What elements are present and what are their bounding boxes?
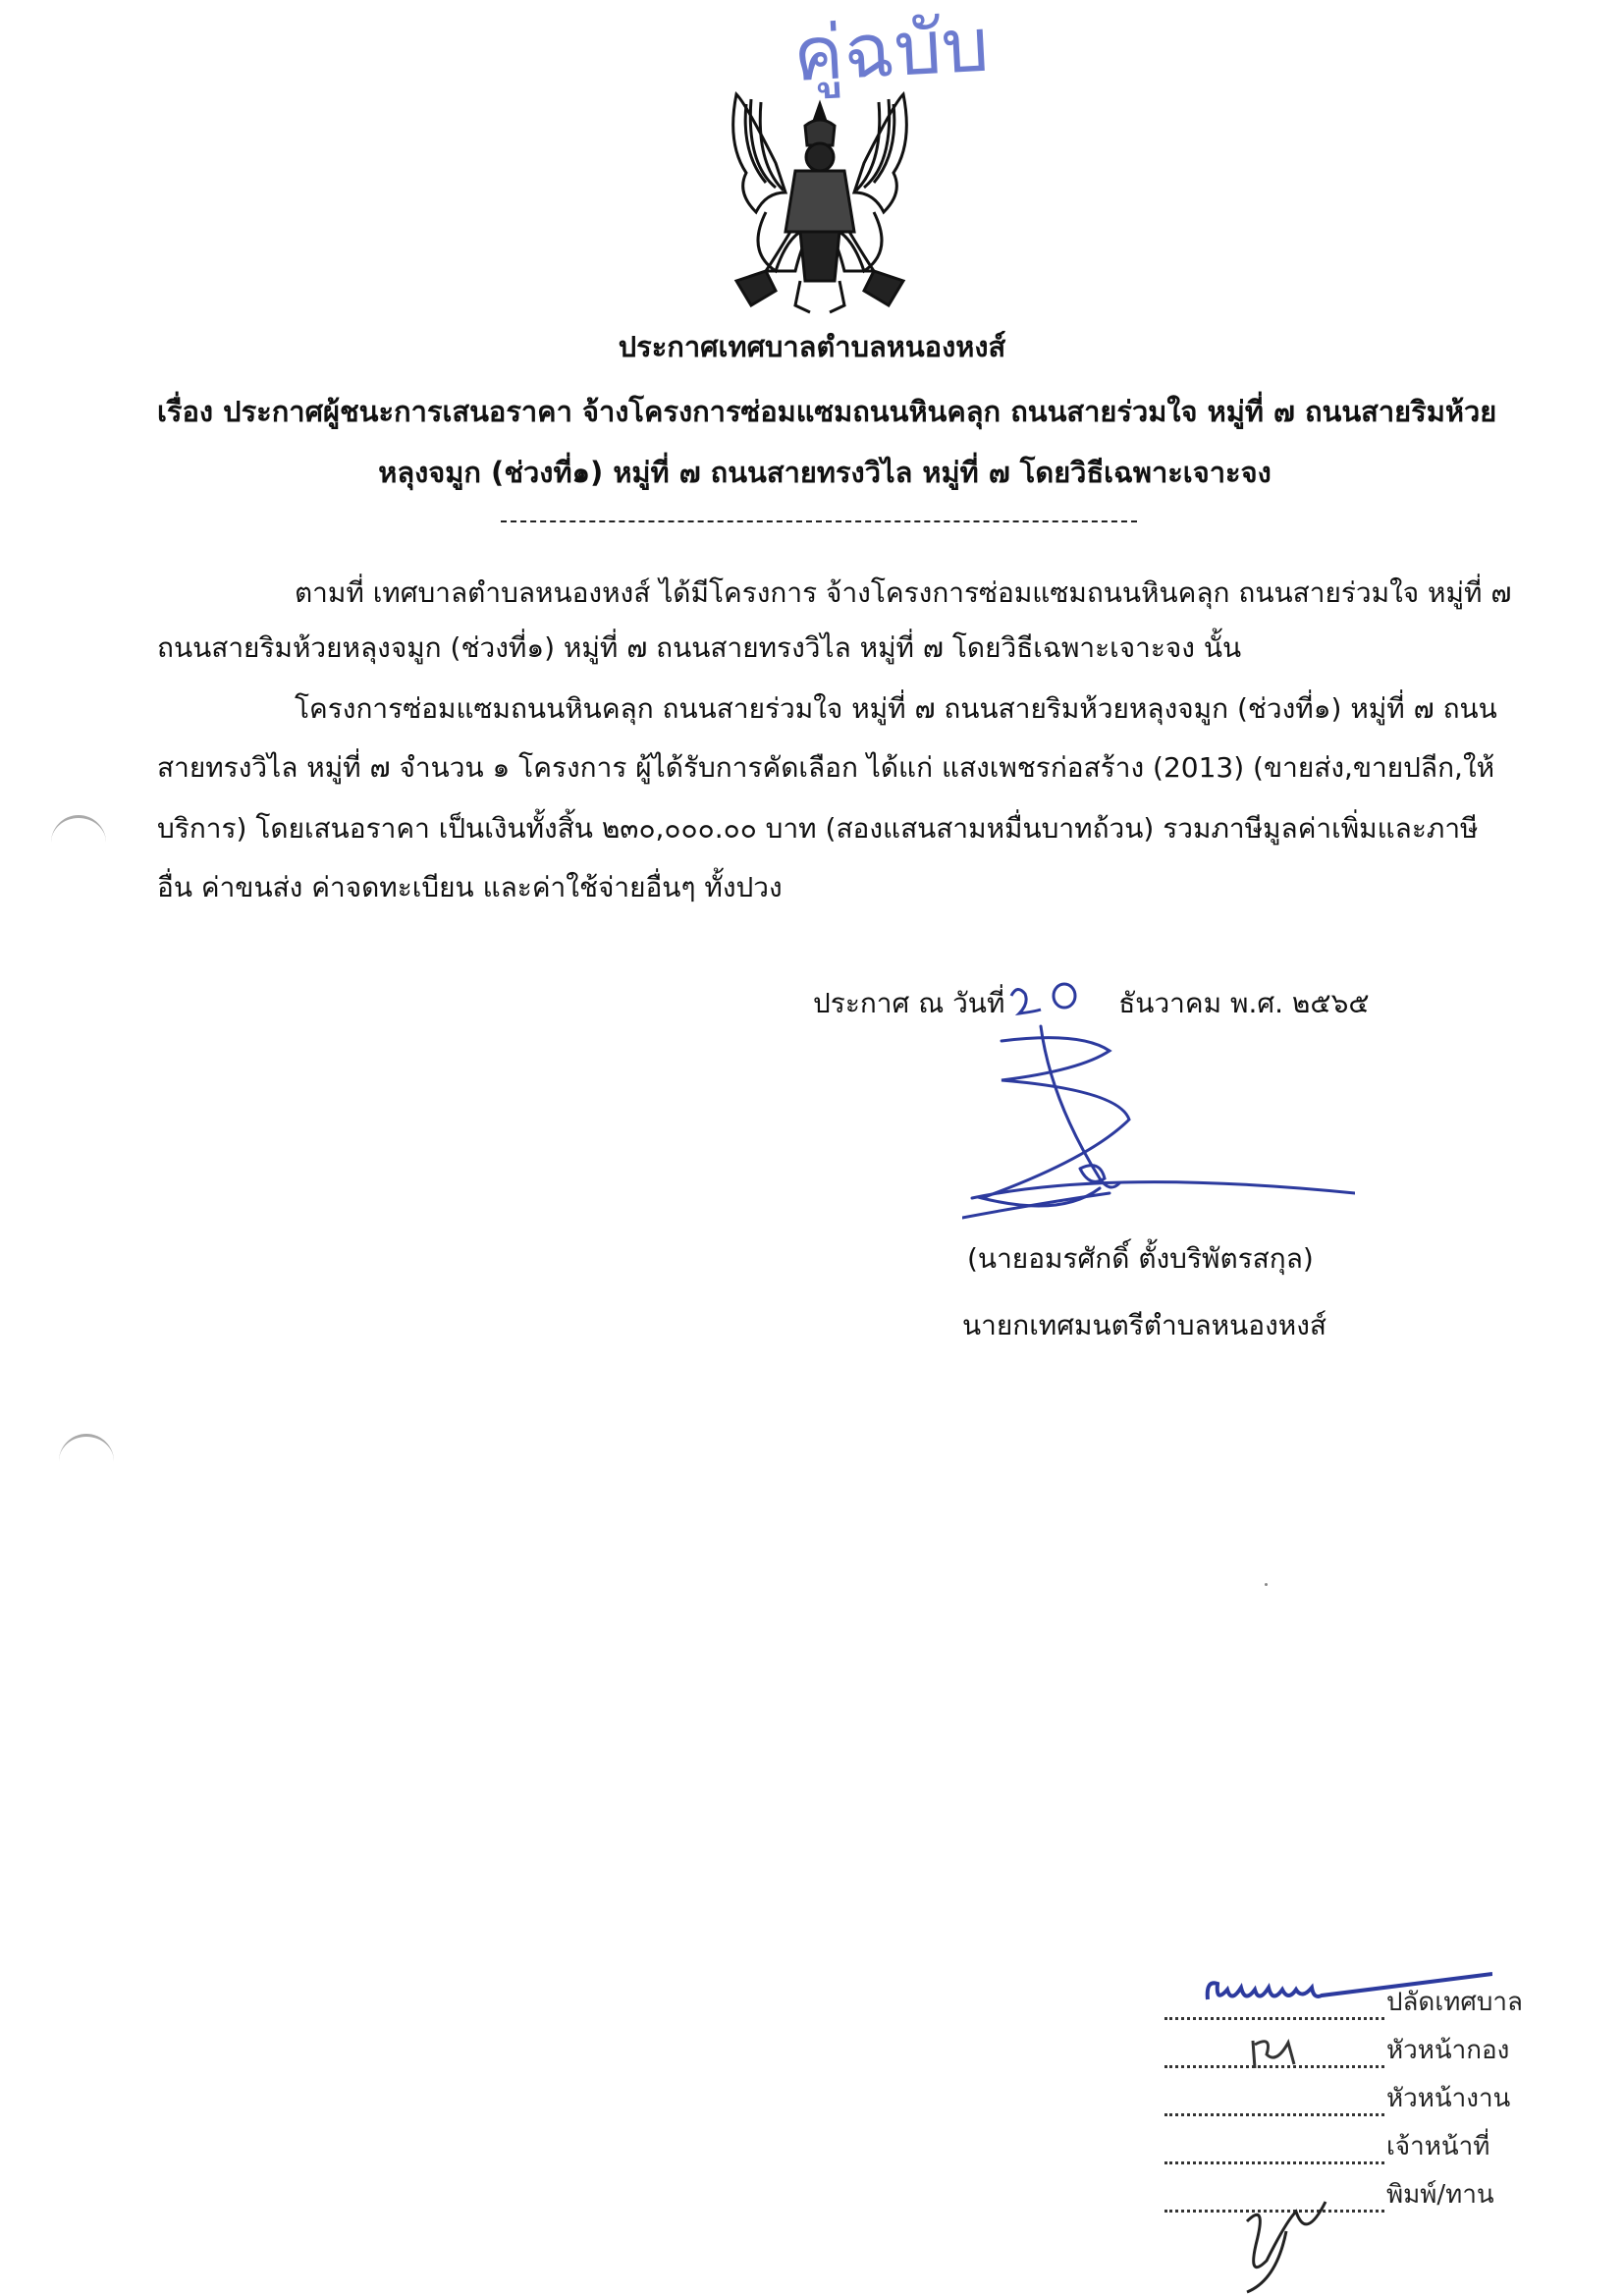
hole-punch-mark	[51, 815, 106, 847]
signer-position: นายกเทศมนตรีตำบลหนองหงส์	[962, 1309, 1326, 1341]
routing-dots	[1164, 2113, 1384, 2116]
routing-row	[1164, 2174, 1577, 2222]
document-title: ประกาศเทศบาลตำบลหนองหงส์	[618, 330, 1006, 363]
paragraph-2-line-1: โครงการซ่อมแซมถนนหินคลุก ถนนสายร่วมใจ หมู่ที่ ๗ ถนนสายริมห้วยหลุงจมูก (ช่วงที่๑) หมู่ที่ ๗ ถนน	[295, 692, 1497, 725]
garuda-emblem-icon	[707, 84, 933, 318]
signer-name: (นายอมรศักดิ์ ตั้งบริพัตรสกุล)	[967, 1242, 1314, 1275]
paragraph-2-line-4: อื่น ค่าขนส่ง ค่าจดทะเบียน และค่าใช้จ่ายอื่นๆ ทั้งปวง	[157, 871, 783, 903]
routing-label: หัวหน้างาน	[1386, 2084, 1511, 2113]
signature-mark	[962, 1021, 1355, 1228]
date-prefix: ประกาศ ณ วันที่	[813, 987, 1005, 1019]
scan-speck	[1265, 1583, 1268, 1586]
initials-mark-3	[1227, 2182, 1345, 2296]
subject-line-2: หลุงจมูก (ช่วงที่๑) หมู่ที่ ๗ ถนนสายทรงวิไล หมู่ที่ ๗ โดยวิธีเฉพาะเจาะจง	[378, 456, 1272, 489]
routing-row	[1164, 2126, 1577, 2174]
paragraph-2-line-2: สายทรงวิไล หมู่ที่ ๗ จำนวน ๑ โครงการ ผู้ได้รับการคัดเลือก ได้แก่ แสงเพชรก่อสร้าง (2013) (ขายส่ง,ขายปลีก,ให้	[157, 751, 1495, 784]
routing-dots	[1164, 2161, 1384, 2164]
paragraph-2-line-3: บริการ) โดยเสนอราคา เป็นเงินทั้งสิ้น ๒๓๐,๐๐๐.๐๐ บาท (สองแสนสามหมื่นบาทถ้วน) รวมภาษีมูลค่าเพิ่มและภาษี	[157, 812, 1479, 845]
routing-row	[1164, 2078, 1577, 2126]
routing-label: พิมพ์/ทาน	[1386, 2180, 1494, 2210]
routing-label: เจ้าหน้าที่	[1386, 2132, 1490, 2161]
paragraph-1-line-2: ถนนสายริมห้วยหลุงจมูก (ช่วงที่๑) หมู่ที่ ๗ ถนนสายทรงวิไล หมู่ที่ ๗ โดยวิธีเฉพาะเจาะจง นั้น	[157, 631, 1242, 664]
routing-row	[1164, 2030, 1577, 2078]
handwritten-day	[1005, 974, 1094, 1023]
routing-label: ปลัดเทศบาล	[1386, 1988, 1523, 2017]
initials-mark-2	[1247, 2035, 1306, 2074]
date-suffix: ธันวาคม พ.ศ. ๒๕๖๕	[1118, 987, 1370, 1019]
routing-label: หัวหน้ากอง	[1386, 2036, 1510, 2065]
subject-line-1: เรื่อง ประกาศผู้ชนะการเสนอราคา จ้างโครงการซ่อมแซมถนนหินคลุก ถนนสายร่วมใจ หมู่ที่ ๗ ถนนสายริมห้วย	[157, 395, 1497, 428]
separator-rule	[501, 520, 1137, 522]
copy-stamp: คู่ฉบับ	[790, 0, 992, 98]
hole-punch-mark	[59, 1434, 114, 1466]
paragraph-1-line-1: ตามที่ เทศบาลตำบลหนองหงส์ ได้มีโครงการ จ้างโครงการซ่อมแซมถนนหินคลุก ถนนสายร่วมใจ หมู่ที่ ๗	[295, 576, 1512, 609]
initials-mark-1	[1198, 1970, 1492, 2019]
